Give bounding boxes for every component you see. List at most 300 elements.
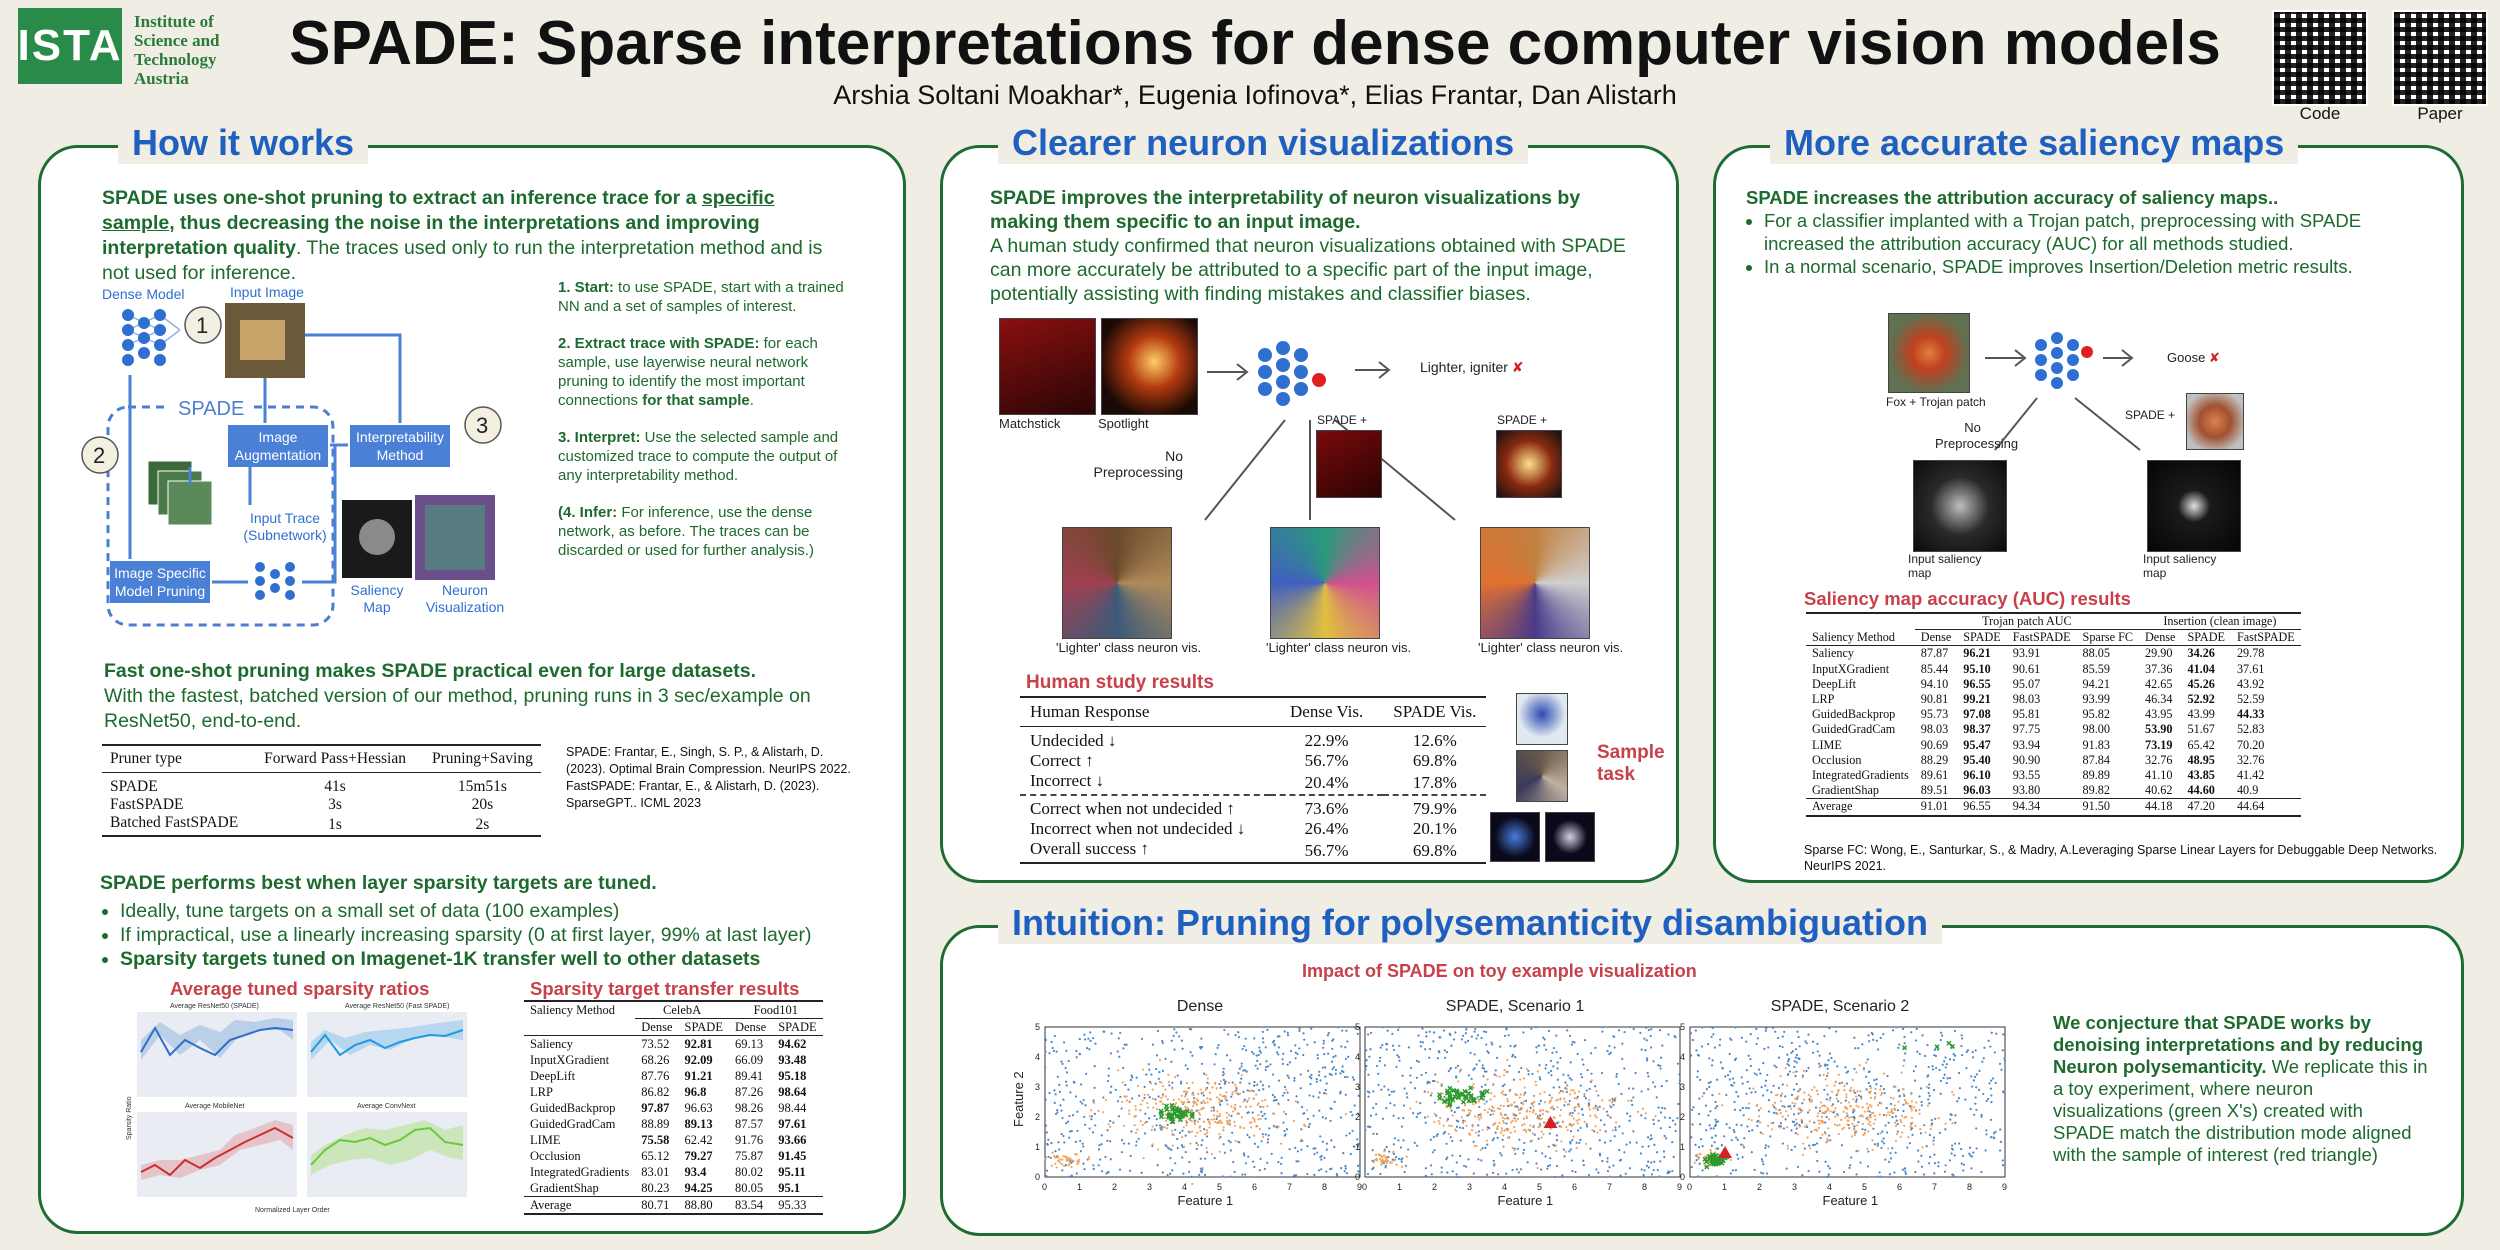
cluster-point	[1460, 1068, 1462, 1070]
background-point	[1456, 1161, 1458, 1163]
background-point	[1795, 1048, 1797, 1050]
background-point	[1586, 1089, 1588, 1091]
cluster-point	[1797, 1095, 1799, 1097]
step-3: 3. Interpret: Use the selected sample and customized trace to compute the output of any interpretability method.	[558, 429, 839, 484]
background-point	[1612, 1104, 1614, 1106]
background-point	[1798, 1058, 1800, 1060]
background-point	[1883, 1137, 1885, 1139]
cluster-point	[1855, 1071, 1857, 1073]
background-point	[1801, 1121, 1803, 1123]
cluster-point	[1523, 1118, 1525, 1120]
background-point	[1581, 1076, 1583, 1078]
cluster-point	[1262, 1136, 1264, 1138]
background-point	[1092, 1099, 1094, 1101]
cluster-point	[1134, 1105, 1136, 1107]
background-point	[1109, 1140, 1111, 1142]
background-point	[1317, 1057, 1319, 1059]
x-tick-label: 3	[1467, 1182, 1473, 1192]
background-point	[1075, 1095, 1077, 1097]
background-point	[1793, 1066, 1795, 1068]
cluster-point	[1464, 1120, 1466, 1122]
cluster-point	[1257, 1118, 1259, 1120]
background-point	[1679, 1079, 1681, 1081]
background-point	[1059, 1104, 1061, 1106]
cluster-point	[1439, 1117, 1441, 1119]
x-tick-label: 4	[1827, 1182, 1833, 1192]
background-point	[1580, 1073, 1582, 1075]
background-point	[1629, 1115, 1631, 1117]
background-point	[1995, 1033, 1997, 1035]
background-point	[1255, 1055, 1257, 1057]
background-point	[1666, 1172, 1668, 1174]
background-point	[1290, 1050, 1292, 1052]
background-point	[1438, 1036, 1440, 1038]
transfer-table-cell: 97.61	[778, 1117, 807, 1131]
background-point	[1241, 1048, 1243, 1050]
cluster-point	[1259, 1128, 1261, 1130]
cluster-point	[1800, 1119, 1802, 1121]
background-point	[1387, 1030, 1389, 1032]
saliency-table-cell: 85.44	[1920, 661, 1949, 676]
background-point	[1117, 1050, 1119, 1052]
background-point	[1929, 1134, 1931, 1136]
cluster-point	[1558, 1092, 1560, 1094]
cluster-point	[1541, 1131, 1543, 1133]
cluster-point	[1559, 1098, 1561, 1100]
cluster-point	[1191, 1130, 1193, 1132]
background-point	[1570, 1130, 1572, 1132]
background-point	[1577, 1129, 1579, 1131]
cluster-point	[1799, 1125, 1801, 1127]
background-point	[1730, 1084, 1732, 1086]
background-point	[1791, 1042, 1793, 1044]
cluster-point	[1568, 1103, 1570, 1105]
background-point	[1047, 1139, 1049, 1141]
saliency-table-row	[1806, 753, 2301, 768]
cluster-point	[1162, 1095, 1164, 1097]
background-point	[1868, 1082, 1870, 1084]
cluster-point	[1250, 1089, 1252, 1091]
cluster-point	[1539, 1123, 1541, 1125]
cluster-point	[1824, 1111, 1826, 1113]
background-point	[1284, 1030, 1286, 1032]
background-point	[1185, 1093, 1187, 1095]
background-point	[1671, 1141, 1673, 1143]
fast-heading: Fast one-shot pruning makes SPADE practical even for large datasets.	[104, 660, 756, 682]
cluster-point	[1845, 1093, 1847, 1095]
cluster-point	[1778, 1109, 1780, 1111]
plot-title-dense: Dense	[1176, 998, 1224, 1015]
background-point	[1606, 1161, 1608, 1163]
cluster-point	[1797, 1108, 1799, 1110]
x-tick-label: 8	[1322, 1182, 1328, 1192]
background-point	[1902, 1104, 1904, 1106]
cluster-point	[1697, 1156, 1699, 1158]
background-point	[1615, 1129, 1617, 1131]
background-point	[1173, 1049, 1175, 1051]
cluster-point	[1098, 1110, 1100, 1112]
background-point	[1450, 1045, 1452, 1047]
cluster-point	[1506, 1129, 1508, 1131]
background-point	[1545, 1067, 1547, 1069]
background-point	[1653, 1123, 1655, 1125]
background-point	[1053, 1050, 1055, 1052]
cluster-point	[1117, 1069, 1119, 1071]
cluster-point	[1895, 1125, 1897, 1127]
background-point	[1244, 1098, 1246, 1100]
cluster-point	[1549, 1100, 1551, 1102]
cluster-point	[1814, 1129, 1816, 1131]
background-point	[1717, 1120, 1719, 1122]
background-point	[1109, 1120, 1111, 1122]
paper-qr[interactable]	[2392, 10, 2488, 106]
background-point	[1721, 1144, 1723, 1146]
background-point	[1961, 1163, 1963, 1165]
background-point	[1692, 1039, 1694, 1041]
background-point	[1468, 1074, 1470, 1076]
background-point	[1708, 1057, 1710, 1059]
background-point	[1478, 1130, 1480, 1132]
background-point	[1245, 1162, 1247, 1164]
background-point	[1473, 1141, 1475, 1143]
cluster-point	[1504, 1118, 1506, 1120]
background-point	[1921, 1166, 1923, 1168]
background-point	[1185, 1064, 1187, 1066]
cluster-point	[1855, 1096, 1857, 1098]
background-point	[1928, 1102, 1930, 1104]
background-point	[1477, 1158, 1479, 1160]
cluster-point	[1255, 1094, 1257, 1096]
saliency-table-cell: 87.87	[1920, 646, 1949, 661]
background-point	[1253, 1084, 1255, 1086]
background-point	[1265, 1133, 1267, 1135]
background-point	[1168, 1084, 1170, 1086]
saliency-table-row	[1806, 662, 2301, 677]
cluster-point	[1175, 1102, 1177, 1104]
background-point	[1796, 1061, 1798, 1063]
cluster-point	[1930, 1124, 1932, 1126]
background-point	[1048, 1052, 1050, 1054]
cluster-point	[1514, 1117, 1516, 1119]
background-point	[1824, 1065, 1826, 1067]
background-point	[1284, 1133, 1286, 1135]
background-point	[1699, 1123, 1701, 1125]
cluster-point	[1852, 1079, 1854, 1081]
background-point	[1443, 1133, 1445, 1135]
cluster-point	[1490, 1092, 1492, 1094]
cluster-point	[1480, 1149, 1482, 1151]
cluster-point	[1885, 1114, 1887, 1116]
background-point	[1986, 1100, 1988, 1102]
background-point	[1722, 1067, 1724, 1069]
cluster-point	[1911, 1107, 1913, 1109]
background-point	[1195, 1142, 1197, 1144]
background-point	[1642, 1174, 1644, 1176]
background-point	[1253, 1053, 1255, 1055]
cluster-point	[1787, 1148, 1789, 1150]
background-point	[1950, 1152, 1952, 1154]
cluster-point	[1900, 1072, 1902, 1074]
background-point	[1703, 1092, 1705, 1094]
background-point	[1054, 1102, 1056, 1104]
cluster-point	[1850, 1087, 1852, 1089]
background-point	[1417, 1034, 1419, 1036]
background-point	[1377, 1073, 1379, 1075]
background-point	[1766, 1074, 1768, 1076]
cluster-point	[1478, 1119, 1480, 1121]
background-point	[1897, 1109, 1899, 1111]
background-point	[1641, 1049, 1643, 1051]
cluster-point	[1495, 1075, 1497, 1077]
background-point	[1933, 1136, 1935, 1138]
svg-text:1: 1	[196, 313, 209, 338]
cluster-point	[1144, 1122, 1146, 1124]
background-point	[1732, 1169, 1734, 1171]
background-point	[1223, 1029, 1225, 1031]
background-point	[1920, 1155, 1922, 1157]
cluster-point	[1304, 1125, 1306, 1127]
background-point	[1764, 1147, 1766, 1149]
saliency-table-cell: 70.20	[2236, 737, 2265, 752]
background-point	[1585, 1097, 1587, 1099]
background-point	[1060, 1060, 1062, 1062]
background-point	[1660, 1127, 1662, 1129]
background-point	[1482, 1064, 1484, 1066]
background-point	[1807, 1067, 1809, 1069]
cluster-point	[1519, 1078, 1521, 1080]
x-tick-label: 3	[1147, 1182, 1153, 1192]
cluster-point	[1520, 1107, 1522, 1109]
x-tick-label: 8	[1642, 1182, 1648, 1192]
saliency-table-cell: 95.81	[2012, 707, 2041, 722]
cluster-point	[1571, 1125, 1573, 1127]
code-qr[interactable]	[2272, 10, 2368, 106]
cluster-point	[1506, 1059, 1508, 1061]
background-point	[1432, 1040, 1434, 1042]
background-point	[1985, 1129, 1987, 1131]
cluster-point	[1867, 1110, 1869, 1112]
background-point	[1258, 1046, 1260, 1048]
background-point	[1782, 1083, 1784, 1085]
cluster-point	[1223, 1095, 1225, 1097]
cluster-point	[1566, 1084, 1568, 1086]
cluster-point	[1226, 1103, 1228, 1105]
cluster-point	[1239, 1106, 1241, 1108]
background-point	[1767, 1046, 1769, 1048]
cluster-point	[1859, 1090, 1861, 1092]
transfer-table-cell: 75.58	[641, 1133, 670, 1147]
background-point	[1854, 1047, 1856, 1049]
background-point	[1432, 1151, 1434, 1153]
cluster-point	[1503, 1093, 1505, 1095]
background-point	[1553, 1086, 1555, 1088]
cluster-point	[1838, 1074, 1840, 1076]
cluster-point	[1709, 1149, 1711, 1151]
background-point	[1572, 1112, 1574, 1114]
background-point	[1949, 1058, 1951, 1060]
cluster-point	[1831, 1091, 1833, 1093]
transfer-table-cell: LIME	[530, 1133, 561, 1147]
background-point	[1230, 1115, 1232, 1117]
cluster-point	[1801, 1110, 1803, 1112]
background-point	[1883, 1142, 1885, 1144]
background-point	[1257, 1067, 1259, 1069]
background-point	[1571, 1043, 1573, 1045]
background-point	[1092, 1164, 1094, 1166]
background-point	[1401, 1125, 1403, 1127]
lighter-vis-label-1: 'Lighter' class neuron vis.	[1056, 640, 1202, 655]
background-point	[1389, 1102, 1391, 1104]
cluster-point	[1392, 1151, 1394, 1153]
background-point	[1080, 1150, 1082, 1152]
background-point	[1469, 1052, 1471, 1054]
cluster-point	[1266, 1105, 1268, 1107]
background-point	[1123, 1142, 1125, 1144]
background-point	[1648, 1029, 1650, 1031]
background-point	[1319, 1135, 1321, 1137]
background-point	[1695, 1049, 1697, 1051]
cluster-point	[1896, 1133, 1898, 1135]
cluster-point	[1802, 1142, 1804, 1144]
background-point	[1642, 1176, 1644, 1178]
cluster-point	[1225, 1091, 1227, 1093]
cluster-point	[1293, 1120, 1295, 1122]
cluster-point	[1515, 1120, 1517, 1122]
cluster-point	[1840, 1082, 1842, 1084]
background-point	[1765, 1030, 1767, 1032]
saliency-table-row	[1806, 783, 2301, 799]
cluster-point	[1843, 1127, 1845, 1129]
background-point	[1656, 1151, 1658, 1153]
background-point	[1665, 1137, 1667, 1139]
cluster-point	[1196, 1103, 1198, 1105]
background-point	[1241, 1063, 1243, 1065]
cluster-point	[1933, 1143, 1935, 1145]
background-point	[1971, 1086, 1973, 1088]
cluster-point	[1873, 1123, 1875, 1125]
background-point	[1339, 1091, 1341, 1093]
cluster-point	[1057, 1160, 1059, 1162]
background-point	[1761, 1086, 1763, 1088]
background-point	[1370, 1115, 1372, 1117]
background-point	[1334, 1055, 1336, 1057]
cluster-point	[1199, 1130, 1201, 1132]
background-point	[1375, 1113, 1377, 1115]
background-point	[1799, 1045, 1801, 1047]
cluster-point	[1918, 1109, 1920, 1111]
cluster-point	[1827, 1109, 1829, 1111]
background-point	[1094, 1065, 1096, 1067]
cluster-point	[1786, 1084, 1788, 1086]
background-point	[1535, 1046, 1537, 1048]
cluster-point	[1856, 1124, 1858, 1126]
background-point	[1203, 1128, 1205, 1130]
cluster-point	[1167, 1098, 1169, 1100]
background-point	[1260, 1081, 1262, 1083]
background-point	[1618, 1029, 1620, 1031]
saliency-table-cell: 96.21	[1963, 646, 1991, 661]
background-point	[1953, 1059, 1955, 1061]
background-point	[1820, 1137, 1822, 1139]
background-point	[1453, 1038, 1455, 1040]
background-point	[1691, 1166, 1693, 1168]
background-point	[1762, 1172, 1764, 1174]
saliency-table-cell: IntegratedGradients	[1812, 768, 1909, 783]
cluster-point	[1264, 1099, 1266, 1101]
background-point	[1301, 1106, 1303, 1108]
y-tick-label: 2	[1355, 1112, 1361, 1122]
background-point	[1398, 1056, 1400, 1058]
background-point	[1432, 1080, 1434, 1082]
background-point	[1946, 1082, 1948, 1084]
cluster-point	[1867, 1119, 1869, 1121]
background-point	[1118, 1115, 1120, 1117]
background-point	[1386, 1043, 1388, 1045]
cluster-point	[1214, 1121, 1216, 1123]
x-tick-label: 4	[1182, 1182, 1188, 1192]
background-point	[1162, 1171, 1164, 1173]
background-point	[1754, 1091, 1756, 1093]
background-point	[1882, 1033, 1884, 1035]
saliency-table-cell: 98.03	[2012, 692, 2041, 707]
background-point	[1185, 1151, 1187, 1153]
background-point	[1316, 1081, 1318, 1083]
cluster-point	[1846, 1108, 1848, 1110]
background-point	[1187, 1068, 1189, 1070]
background-point	[1191, 1055, 1193, 1057]
cluster-point	[1219, 1093, 1221, 1095]
background-point	[1344, 1046, 1346, 1048]
background-point	[1629, 1026, 1631, 1028]
cluster-point	[1566, 1088, 1568, 1090]
saliency-table-cell: 90.69	[1920, 737, 1949, 752]
cluster-point	[1911, 1117, 1913, 1119]
background-point	[1080, 1101, 1082, 1103]
transfer-table-cell: 95.11	[778, 1165, 806, 1179]
cluster-point	[1614, 1097, 1616, 1099]
saliency-table-cell: 43.95	[2145, 707, 2173, 722]
cluster-point	[1794, 1098, 1796, 1100]
background-point	[1664, 1107, 1666, 1109]
background-point	[1471, 1036, 1473, 1038]
background-point	[1868, 1040, 1870, 1042]
background-point	[1782, 1142, 1784, 1144]
saliency-table-cell: 32.76	[2236, 752, 2265, 767]
background-point	[1102, 1031, 1104, 1033]
background-point	[1294, 1147, 1296, 1149]
cluster-point	[1853, 1119, 1855, 1121]
cluster-point	[1874, 1118, 1876, 1120]
background-point	[1614, 1135, 1616, 1137]
background-point	[1382, 1118, 1384, 1120]
saliency-table-cell: 93.94	[2012, 737, 2041, 752]
transfer-table-row	[524, 1100, 823, 1116]
y-tick-label: 1	[1355, 1142, 1361, 1152]
cluster-point	[1571, 1115, 1573, 1117]
background-point	[1653, 1144, 1655, 1146]
background-point	[1527, 1161, 1529, 1163]
background-point	[1145, 1074, 1147, 1076]
background-point	[1778, 1057, 1780, 1059]
background-point	[1393, 1049, 1395, 1051]
cluster-point	[1125, 1096, 1127, 1098]
cluster-point	[1563, 1098, 1565, 1100]
background-point	[1356, 1138, 1358, 1140]
cluster-point	[1160, 1082, 1162, 1084]
cluster-point	[1217, 1116, 1219, 1118]
background-point	[1262, 1041, 1264, 1043]
background-point	[1818, 1063, 1820, 1065]
